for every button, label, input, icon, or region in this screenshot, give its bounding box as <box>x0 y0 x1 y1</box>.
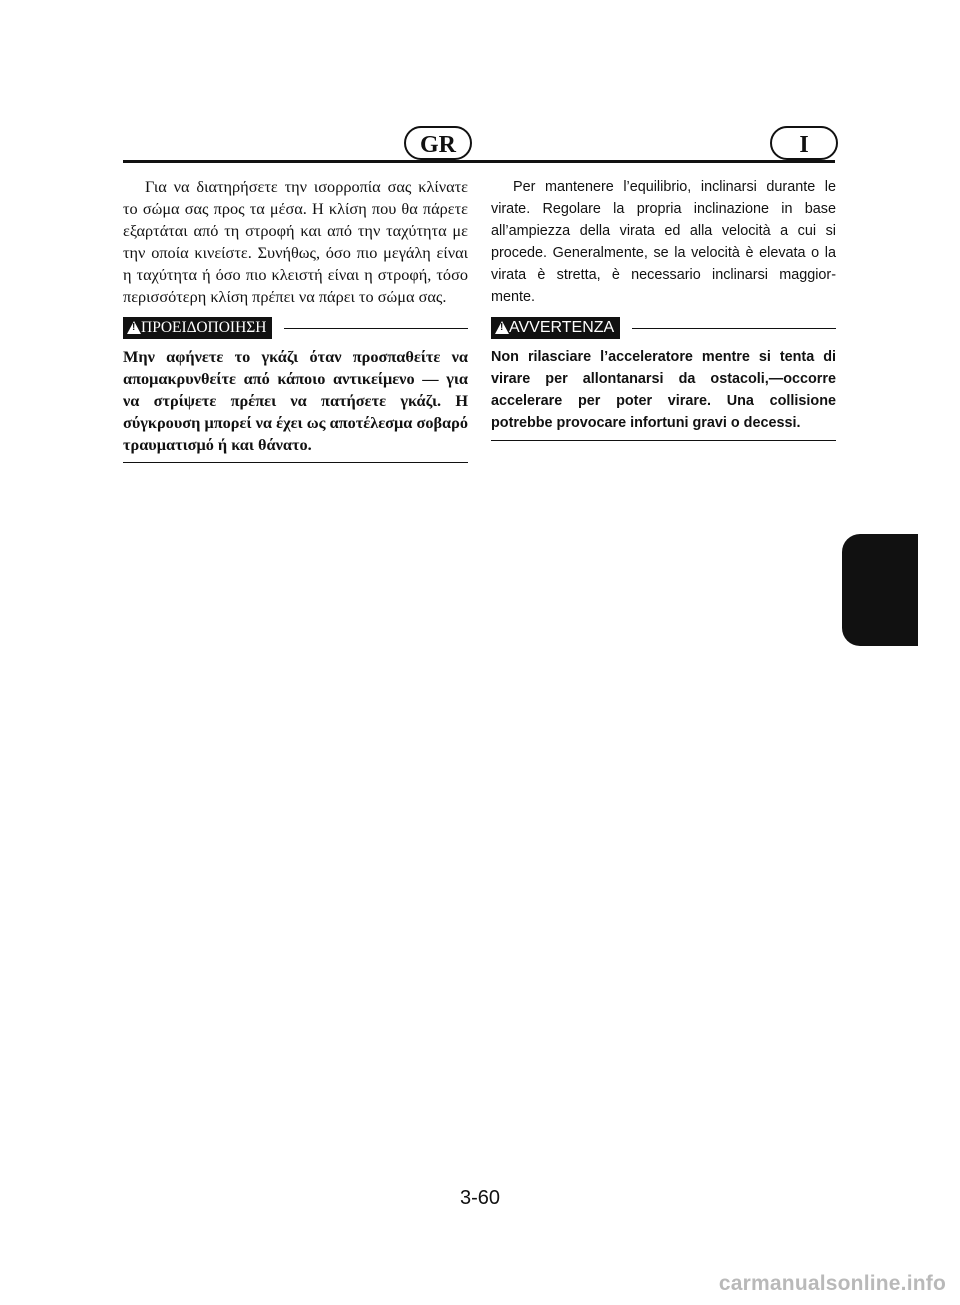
greek-warning-label <box>123 317 272 339</box>
greek-warning-label-text: ΠΡΟΕΙΔΟΠΟΙΗΣΗ <box>141 319 267 336</box>
italian-paragraph: Per mantenere l’equilibrio, inclinarsi durante le virate. Regolare la propria inclinazione in base all’ampiezza della virata ed alla velocità a cui si procede. Generalmente, se la velocità è elevata o la virata è stretta, è necessario inclinarsi maggior-mente. <box>491 179 836 305</box>
italian-warning-text: Non rilasciare l’acceleratore mentre si tenta di virare per allontanarsi da ostacoli,—occorre accelerare per poter virare. Una collisione potrebbe provocare infortuni gravi o decessi. <box>491 349 836 431</box>
greek-paragraph: Για να διατηρήσετε την ισορροπία σας κλίνατε το σώμα σας προς τα μέσα. Η κλίση που θα πάρετε εξαρτάται από τη στροφή και από την ταχύτητα με την οποία κινείστε. Συνήθως, όσο πιο μεγάλη είναι η ταχύτητα ή όσο πιο κλειστή είναι η στροφή, τόσο περισσότερη κλίση πρέπει να πάρει το σώμα σας. <box>123 177 468 306</box>
greek-warning-end-rule <box>123 462 468 463</box>
italian-warning-header <box>491 316 836 340</box>
header-rule <box>123 160 835 163</box>
italian-warning-label <box>491 317 620 339</box>
italian-warning-end-rule <box>491 440 836 441</box>
greek-warning-rule <box>284 328 468 329</box>
greek-warning-header <box>123 316 468 340</box>
warning-triangle-icon <box>127 321 141 334</box>
greek-warning-text: Μην αφήνετε το γκάζι όταν προσπαθείτε να απομακρυνθείτε από κάποιο αντικείμενο — για να στρίψετε πρέπει να πατήσετε γκάζι. Η σύγκρουση μπορεί να έχει ως αποτέλεσμα σοβαρό τραυματισμό ή και θάνατο. <box>123 347 468 454</box>
warning-triangle-icon <box>495 321 509 334</box>
language-badge-gr: GR <box>404 126 472 160</box>
italian-warning-label-text: AVVERTENZA <box>509 319 615 336</box>
chapter-side-tab <box>842 534 918 646</box>
italian-column <box>491 176 836 441</box>
watermark: carmanualsonline.info <box>718 1272 946 1295</box>
page-number: 3-60 <box>459 1187 501 1209</box>
italian-warning-rule <box>632 328 836 329</box>
greek-column <box>123 176 468 463</box>
language-badge-i: I <box>770 126 838 160</box>
